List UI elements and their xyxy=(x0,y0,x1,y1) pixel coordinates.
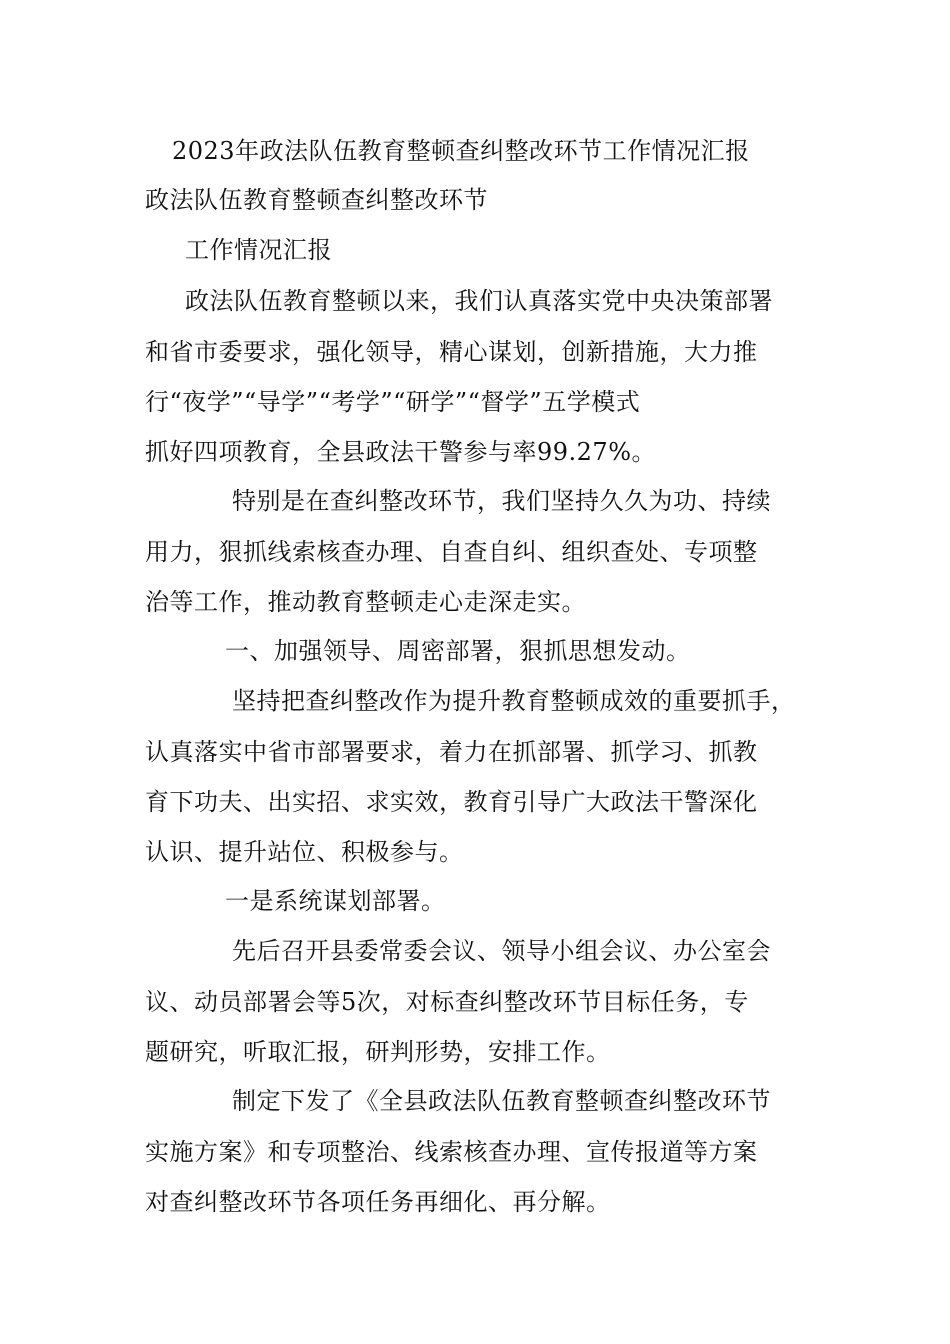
paragraph-line: 实施方案》和专项整治、线索核查办理、宣传报道等方案 xyxy=(145,1138,758,1166)
paragraph-line: 议、动员部署会等5次，对标查纠整改环节目标任务，专 xyxy=(145,988,749,1016)
paragraph-line: 政法队伍教育整顿以来，我们认真落实党中央决策部署 xyxy=(185,287,773,315)
paragraph-line: 题研究，听取汇报，研判形势，安排工作。 xyxy=(145,1038,611,1066)
paragraph-line: 认真落实中省市部署要求，着力在抓部署、抓学习、抓教 xyxy=(145,738,758,766)
paragraph-line: 制定下发了《全县政法队伍教育整顿查纠整改环节 xyxy=(232,1087,771,1115)
paragraph-line: 和省市委要求，强化领导，精心谋划，创新措施，大力推 xyxy=(145,338,758,366)
paragraph-line: 治等工作，推动教育整顿走心走深走实。 xyxy=(145,588,586,616)
document-title: 2023年政法队伍教育整顿查纠整改环节工作情况汇报 xyxy=(172,137,750,165)
sub-heading: 一是系统谋划部署。 xyxy=(225,887,446,915)
paragraph-line: 特别是在查纠整改环节，我们坚持久久为功、持续 xyxy=(232,487,771,515)
paragraph-line: 行“夜学”“导学”“考学”“研学”“督学”五学模式 xyxy=(145,388,641,416)
paragraph-line: 先后召开县委常委会议、领导小组会议、办公室会 xyxy=(232,937,771,965)
document-subtitle-line-2: 工作情况汇报 xyxy=(185,236,332,264)
paragraph-line: 育下功夫、出实招、求实效，教育引导广大政法干警深化 xyxy=(145,788,758,816)
paragraph-line: 抓好四项教育，全县政法干警参与率99.27%。 xyxy=(145,438,657,466)
paragraph-line: 用力，狠抓线索核查办理、自查自纠、组织查处、专项整 xyxy=(145,538,758,566)
paragraph-line: 认识、提升站位、积极参与。 xyxy=(145,838,464,866)
document-subtitle-line-1: 政法队伍教育整顿查纠整改环节 xyxy=(145,186,488,214)
section-heading: 一、加强领导、周密部署，狠抓思想发动。 xyxy=(225,637,691,665)
paragraph-line: 坚持把查纠整改作为提升教育整顿成效的重要抓手， xyxy=(232,687,796,715)
paragraph-line: 对查纠整改环节各项任务再细化、再分解。 xyxy=(145,1188,611,1216)
